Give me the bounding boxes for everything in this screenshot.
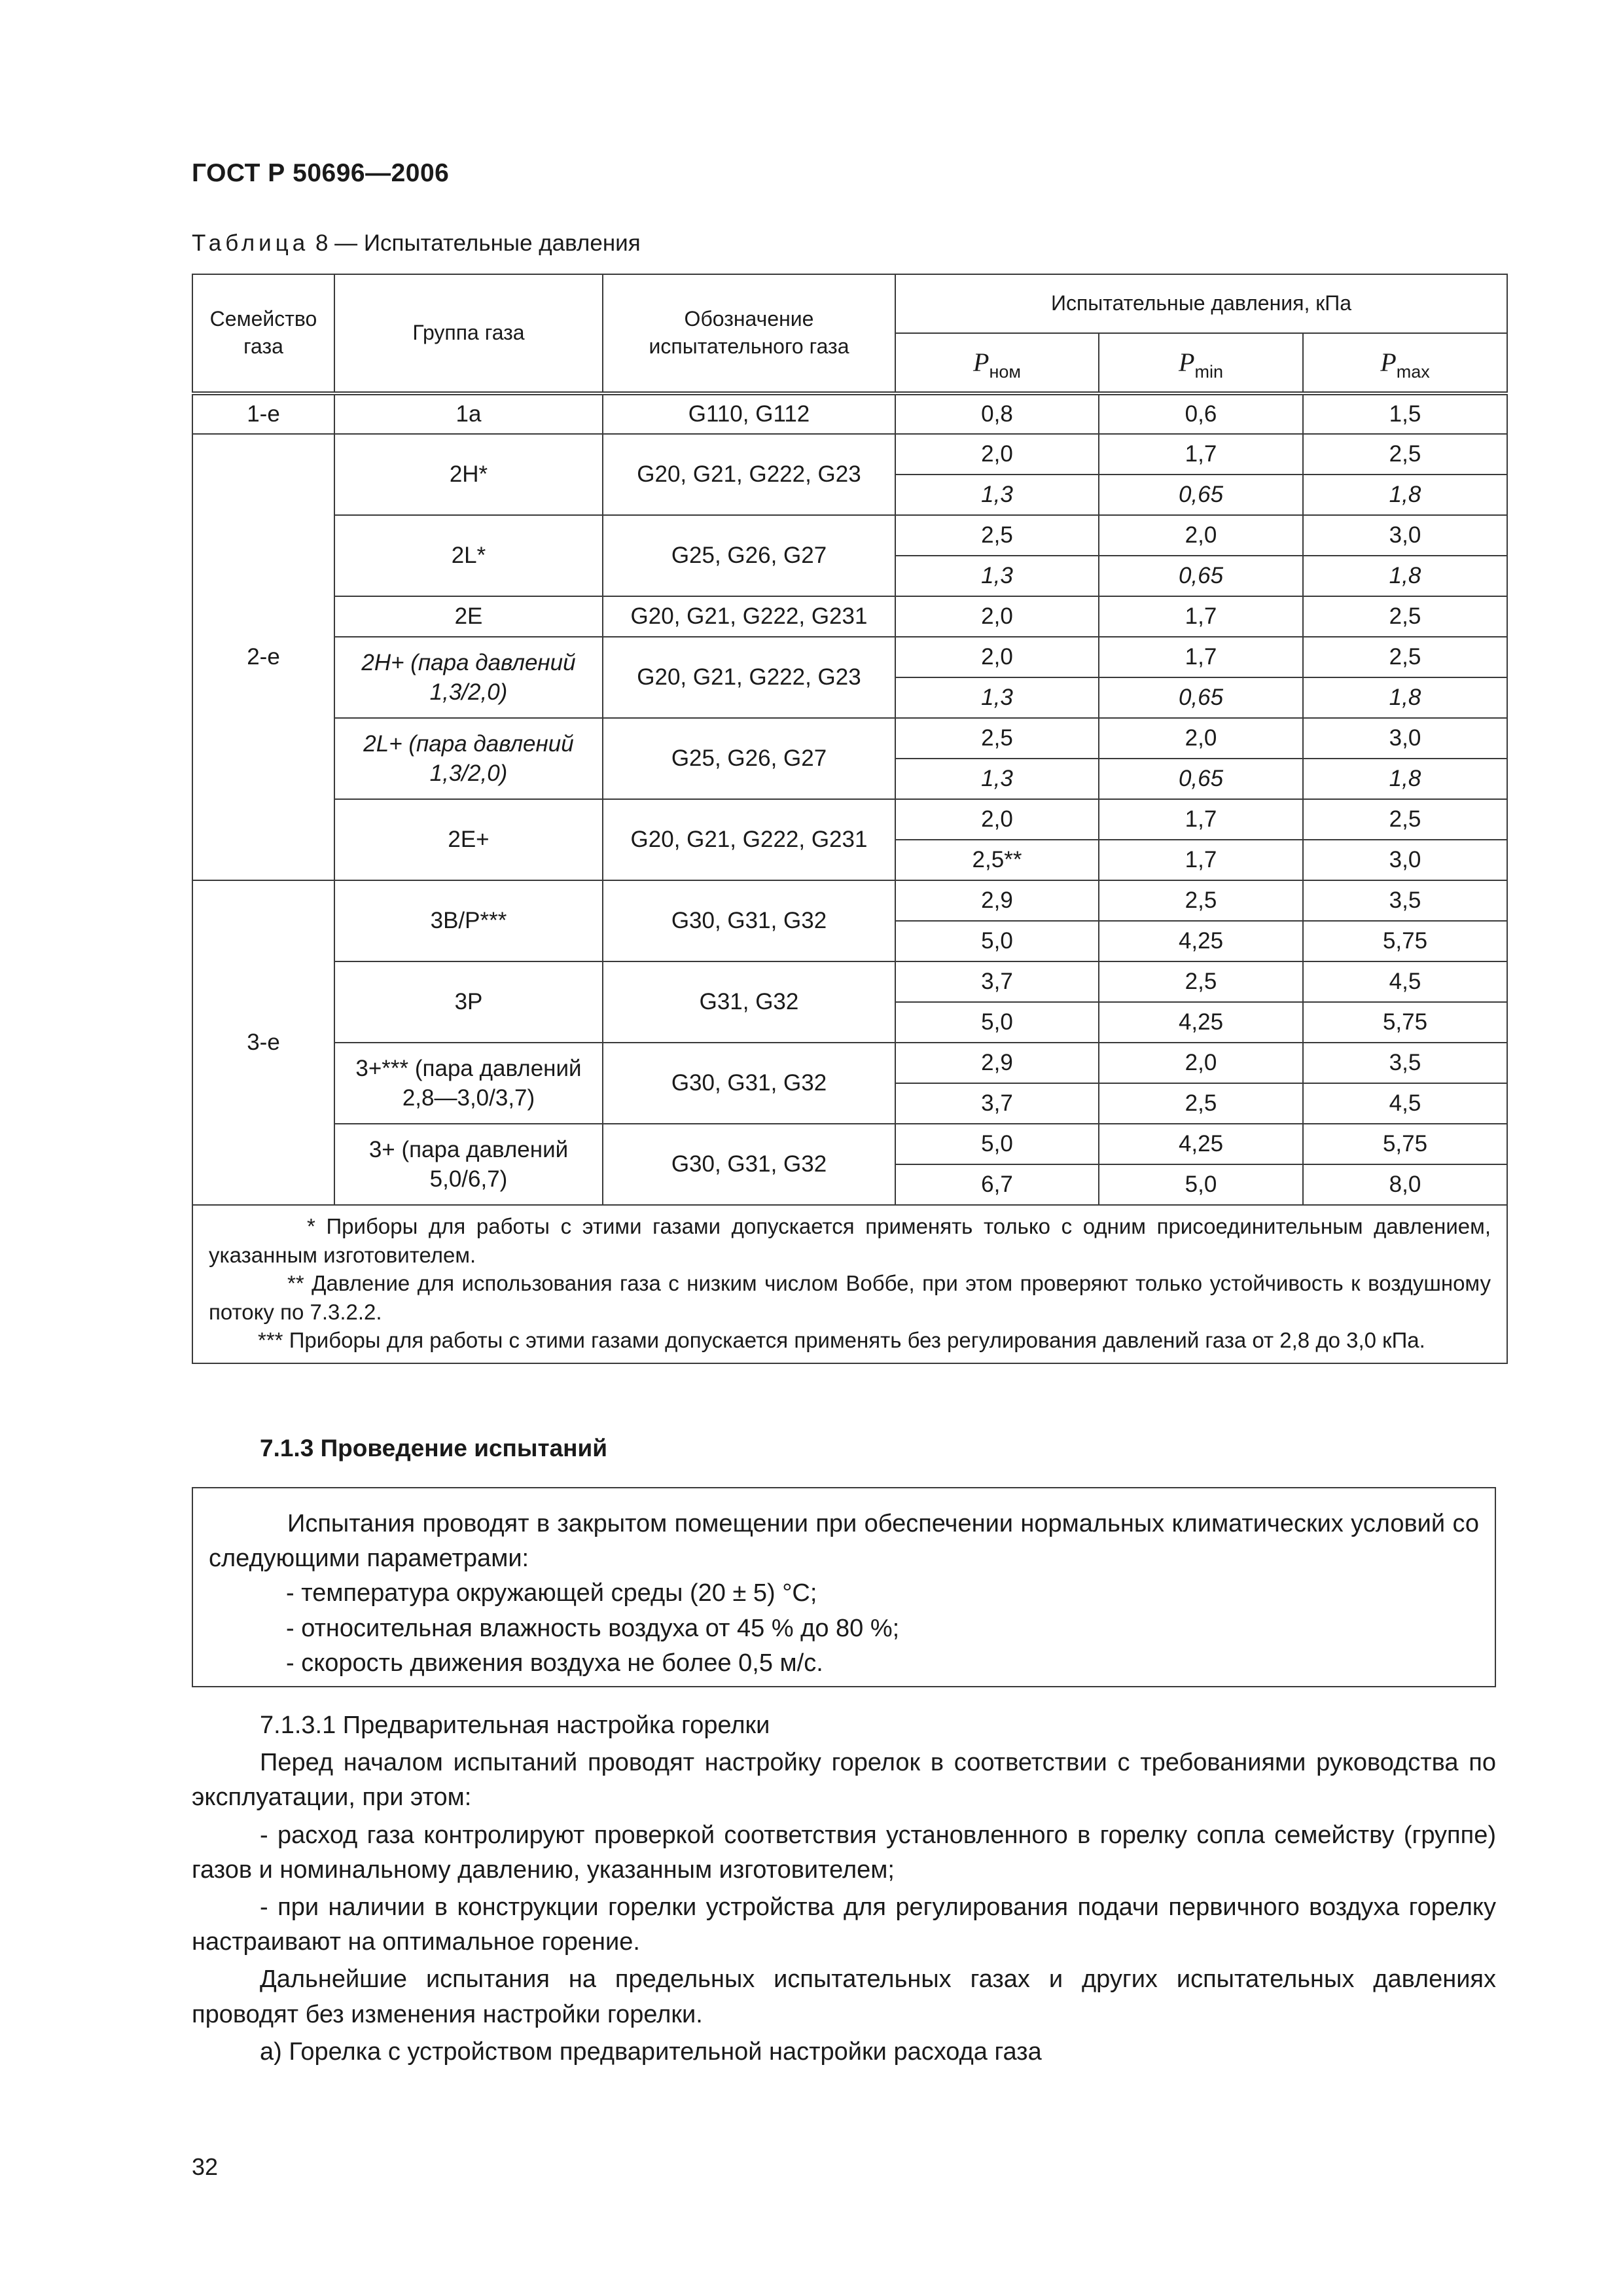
p-nom-cell: 2,5	[895, 718, 1099, 759]
table-row	[192, 515, 1507, 556]
list-item: - температура окружающей среды (20 ± 5) °С;	[286, 1579, 817, 1607]
p-min-cell: 2,0	[1099, 718, 1303, 759]
p-max-cell: 1,8	[1303, 556, 1507, 596]
p-nom-cell: 2,5**	[895, 840, 1099, 880]
p-nom-cell: 2,9	[895, 880, 1099, 921]
document-header: ГОСТ Р 50696—2006	[192, 159, 450, 187]
paragraph: - при наличии в конструкции горелки устройства для регулирования подачи первичного воздуха горелку настраивают на оптимальное горение.	[192, 1893, 1496, 1956]
p-nom-cell: 1,3	[895, 475, 1099, 515]
p-min-cell: 4,25	[1099, 921, 1303, 961]
test-conditions-box	[192, 1487, 1496, 1687]
group-cell: 1а	[334, 393, 603, 434]
table-row	[192, 1124, 1507, 1164]
test-conditions-intro: Испытания проводят в закрытом помещении при обеспечении нормальных климатических условий со следующими параметрами:	[209, 1510, 1479, 1573]
group-cell: 2H+ (пара давлений 1,3/2,0)	[334, 637, 603, 718]
p-min-cell: 5,0	[1099, 1164, 1303, 1205]
family-cell: 2-е	[192, 434, 334, 880]
p-max-cell: 5,75	[1303, 1124, 1507, 1164]
table-row	[192, 1043, 1507, 1083]
p-nom-cell: 2,0	[895, 637, 1099, 677]
p-max-cell: 1,5	[1303, 393, 1507, 434]
gas-cell: G20, G21, G222, G231	[603, 596, 895, 637]
p-min-cell: 1,7	[1099, 840, 1303, 880]
table-row	[192, 434, 1507, 475]
p-max-cell: 4,5	[1303, 961, 1507, 1002]
p-max-cell: 5,75	[1303, 921, 1507, 961]
p-nom-cell: 2,5	[895, 515, 1099, 556]
p-min-cell: 0,6	[1099, 393, 1303, 434]
page-number: 32	[192, 2153, 219, 2180]
table-notes	[192, 1205, 1507, 1363]
table-notes-row	[192, 1205, 1507, 1363]
p-min-cell: 1,7	[1099, 434, 1303, 475]
section-title: 7.1.3 Проведение испытаний	[260, 1435, 608, 1462]
p-min-cell: 0,65	[1099, 677, 1303, 718]
p-min-cell: 0,65	[1099, 475, 1303, 515]
header-p-max: $P_{max}$	[1303, 333, 1507, 393]
table-caption-word: Таблица	[192, 230, 310, 256]
group-cell: 2E+	[334, 799, 603, 880]
p-max-cell: 2,5	[1303, 434, 1507, 475]
gas-cell: G25, G26, G27	[603, 515, 895, 596]
gas-cell: G31, G32	[603, 961, 895, 1043]
p-min-cell: 2,5	[1099, 1083, 1303, 1124]
group-cell: 2H*	[334, 434, 603, 515]
table-row	[192, 799, 1507, 840]
gas-cell: G30, G31, G32	[603, 880, 895, 961]
p-min-cell: 2,5	[1099, 961, 1303, 1002]
header-gas-group: Группа газа	[334, 274, 603, 393]
p-nom-cell: 1,3	[895, 677, 1099, 718]
p-min-cell: 2,5	[1099, 880, 1303, 921]
table-row	[192, 596, 1507, 637]
p-max-cell: 1,8	[1303, 759, 1507, 799]
p-max-cell: 2,5	[1303, 596, 1507, 637]
group-cell: 3+*** (пара давлений 2,8—3,0/3,7)	[334, 1043, 603, 1124]
table-row	[192, 393, 1507, 434]
p-max-cell: 1,8	[1303, 677, 1507, 718]
list-item: - скорость движения воздуха не более 0,5 м/с.	[286, 1649, 823, 1677]
gas-cell: G110, G112	[603, 393, 895, 434]
p-min-cell: 1,7	[1099, 637, 1303, 677]
table-caption	[192, 230, 641, 257]
p-max-cell: 3,5	[1303, 1043, 1507, 1083]
p-min-cell: 0,65	[1099, 556, 1303, 596]
p-min-cell: 1,7	[1099, 799, 1303, 840]
p-max-cell: 2,5	[1303, 799, 1507, 840]
p-max-cell: 3,0	[1303, 840, 1507, 880]
p-min-cell: 4,25	[1099, 1002, 1303, 1043]
p-max-cell: 1,8	[1303, 475, 1507, 515]
p-nom-cell: 3,7	[895, 1083, 1099, 1124]
group-cell: 2L+ (пара давлений 1,3/2,0)	[334, 718, 603, 799]
group-cell: 3+ (пара давлений 5,0/6,7)	[334, 1124, 603, 1205]
footnote-2: ** Давление для использования газа с низким числом Воббе, при этом проверяют только устойчивость к воздушному потоку по 7.3.2.2.	[209, 1271, 1491, 1324]
table-row	[192, 961, 1507, 1002]
p-nom-cell: 5,0	[895, 921, 1099, 961]
p-nom-cell: 6,7	[895, 1164, 1099, 1205]
table-row	[192, 718, 1507, 759]
group-cell: 3P	[334, 961, 603, 1043]
gas-cell: G20, G21, G222, G23	[603, 434, 895, 515]
header-gas-designation: Обозначение испытательного газа	[603, 274, 895, 393]
table-caption-title: 8 — Испытательные давления	[315, 230, 641, 256]
p-nom-cell: 1,3	[895, 556, 1099, 596]
p-nom-cell: 1,3	[895, 759, 1099, 799]
p-max-cell: 8,0	[1303, 1164, 1507, 1205]
table-row	[192, 880, 1507, 921]
p-nom-cell: 2,0	[895, 434, 1099, 475]
gas-cell: G25, G26, G27	[603, 718, 895, 799]
gas-cell: G30, G31, G32	[603, 1124, 895, 1205]
paragraph: - расход газа контролируют проверкой соответствия установленного в горелку сопла семейству (группе) газов и номинальному давлению, указанным изготовителем;	[192, 1821, 1496, 1884]
p-min-cell: 4,25	[1099, 1124, 1303, 1164]
list-item: - относительная влажность воздуха от 45 % до 80 %;	[286, 1614, 900, 1642]
family-cell: 3-е	[192, 880, 334, 1205]
group-cell: 3B/P***	[334, 880, 603, 961]
p-max-cell: 2,5	[1303, 637, 1507, 677]
table-header-row	[192, 274, 1507, 333]
p-nom-cell: 5,0	[895, 1002, 1099, 1043]
p-min-cell: 0,65	[1099, 759, 1303, 799]
table-row	[192, 637, 1507, 677]
p-min-cell: 2,0	[1099, 1043, 1303, 1083]
p-nom-cell: 0,8	[895, 393, 1099, 434]
p-min-cell: 1,7	[1099, 596, 1303, 637]
group-cell: 2L*	[334, 515, 603, 596]
paragraph: а) Горелка с устройством предварительной настройки расхода газа	[260, 2037, 1042, 2066]
header-test-pressures: Испытательные давления, кПа	[895, 274, 1507, 333]
footnote-3: *** Приборы для работы с этими газами допускается применять без регулирования давлений газа от 2,8 до 3,0 кПа.	[258, 1328, 1425, 1353]
p-max-cell: 3,0	[1303, 718, 1507, 759]
p-nom-cell: 2,0	[895, 596, 1099, 637]
p-min-cell: 2,0	[1099, 515, 1303, 556]
p-max-cell: 3,0	[1303, 515, 1507, 556]
p-nom-cell: 2,9	[895, 1043, 1099, 1083]
p-max-cell: 4,5	[1303, 1083, 1507, 1124]
subsection-heading: 7.1.3.1 Предварительная настройка горелки	[260, 1712, 770, 1739]
family-cell: 1-е	[192, 393, 334, 434]
gas-cell: G20, G21, G222, G231	[603, 799, 895, 880]
group-cell: 2E	[334, 596, 603, 637]
header-gas-family: Семейство газа	[192, 274, 334, 393]
gas-cell: G30, G31, G32	[603, 1043, 895, 1124]
paragraph: Дальнейшие испытания на предельных испытательных газах и других испытательных давлениях проводят без изменения настройки горелки.	[192, 1965, 1496, 2028]
paragraph: Перед началом испытаний проводят настройку горелок в соответствии с требованиями руководства по эксплуатации, при этом:	[192, 1749, 1496, 1812]
body-text	[192, 1708, 1496, 2072]
header-p-nom: $P_{ном}$	[895, 333, 1099, 393]
p-nom-cell: 5,0	[895, 1124, 1099, 1164]
footnote-1: * Приборы для работы с этими газами допускается применять только с одним присоединительным давлением, указанным изготовителем.	[209, 1214, 1491, 1267]
p-nom-cell: 3,7	[895, 961, 1099, 1002]
p-max-cell: 3,5	[1303, 880, 1507, 921]
p-max-cell: 5,75	[1303, 1002, 1507, 1043]
test-pressures-table	[192, 274, 1508, 1364]
header-p-min: $P_{min}$	[1099, 333, 1303, 393]
p-nom-cell: 2,0	[895, 799, 1099, 840]
gas-cell: G20, G21, G222, G23	[603, 637, 895, 718]
